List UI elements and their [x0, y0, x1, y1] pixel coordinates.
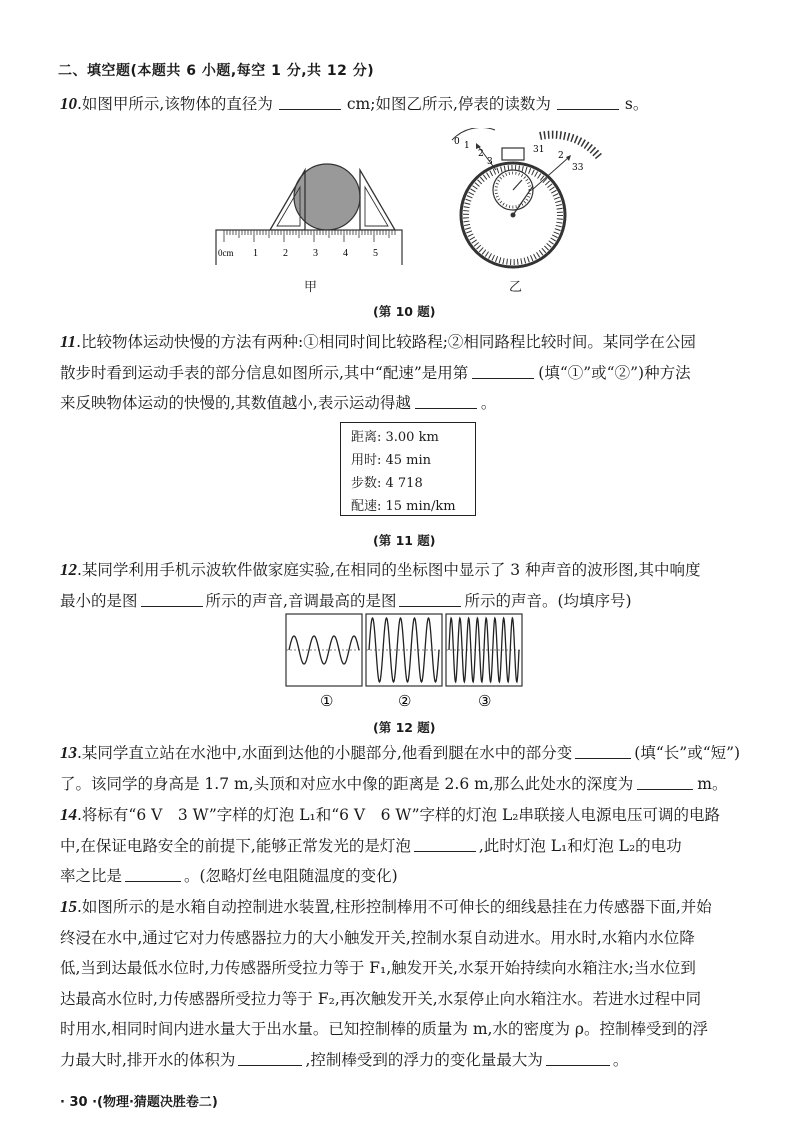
ruler-label: 1: [253, 248, 258, 259]
watch-info-row: 配速: 15 min/km: [351, 499, 456, 514]
answer-blank[interactable]: [472, 363, 534, 379]
question-number: 10: [60, 94, 77, 113]
stopwatch-inner-label: 0: [454, 137, 460, 147]
answer-blank[interactable]: [557, 94, 619, 110]
stopwatch-outer-label: 2: [558, 151, 564, 161]
question-12: [60, 555, 750, 616]
question-13: [60, 738, 750, 799]
question-text: 。: [480, 394, 497, 412]
ruler-label: 4: [343, 248, 348, 259]
answer-blank[interactable]: [125, 866, 181, 882]
question-11: [60, 327, 750, 419]
stopwatch-inner-label: 3: [487, 157, 493, 167]
question-number: 11: [60, 332, 77, 351]
page-footer: · 30 ·(物理·猜题决胜卷二): [60, 1095, 218, 1110]
question-text: 达最高水位时,力传感器所受拉力等于 F₂,再次触发开关,水泵停止向水箱注水。若进水过程中同: [60, 989, 702, 1008]
ruler-label: 3: [313, 248, 318, 259]
question-text: 。(忽略灯丝电阻随温度的变化): [184, 867, 398, 885]
answer-blank[interactable]: [637, 774, 693, 790]
waveform-label: ②: [398, 692, 412, 710]
ruler-label: 0cm: [218, 248, 234, 258]
question-number: 12: [60, 560, 77, 579]
figure-label-yi: 乙: [509, 280, 523, 295]
stopwatch-outer-label: 33: [572, 163, 584, 173]
answer-blank[interactable]: [279, 94, 341, 110]
watch-info-table: [340, 422, 476, 516]
waveform-label: ①: [320, 692, 334, 710]
question-text: 率之比是: [60, 867, 123, 885]
question-text: .某同学利用手机示波软件做家庭实验,在相同的坐标图中显示了 3 种声音的波形图,其中响度: [77, 561, 701, 579]
question-10: [60, 89, 750, 120]
watch-info-row: 步数: 4 718: [351, 476, 423, 491]
ruler-label: 2: [283, 248, 288, 259]
answer-blank[interactable]: [414, 836, 476, 852]
answer-blank[interactable]: [575, 743, 631, 759]
question-text: .比较物体运动快慢的方法有两种:①相同时间比较路程;②相同路程比较时间。某同学在公园: [76, 333, 696, 351]
question-text: .如图甲所示,该物体的直径为: [77, 95, 273, 113]
stopwatch-outer-label: 31: [533, 145, 545, 155]
question-number: 14: [60, 805, 77, 824]
question-text: 所示的声音,音调最高的是图: [205, 591, 397, 610]
answer-blank[interactable]: [141, 591, 203, 607]
watch-info-row: 距离: 3.00 km: [351, 430, 439, 445]
waveform-label: ③: [478, 692, 492, 710]
waveform-figure: [284, 612, 524, 712]
question-text: 散步时看到运动手表的部分信息如图所示,其中“配速”是用第: [60, 363, 469, 382]
stopwatch-figure: [440, 128, 610, 278]
question-text: 。: [612, 1050, 629, 1069]
figure-caption: (第 12 题): [373, 720, 436, 735]
question-text: 力最大时,排开水的体积为: [60, 1050, 236, 1069]
figure-label-jia: 甲: [304, 280, 318, 295]
question-text: (填“①”或“②”)种方法: [538, 363, 691, 382]
watch-info-row: 用时: 45 min: [351, 453, 432, 468]
question-number: 13: [60, 743, 77, 762]
question-text: 了。该同学的身高是 1.7 m,头顶和对应水中像的距离是 2.6 m,那么此处水的深度为: [60, 774, 634, 793]
question-text: 时用水,相同时间内进水量大于出水量。已知控制棒的质量为 m,水的密度为 ρ。控制棒受到的浮: [60, 1020, 709, 1038]
question-text: m。: [697, 774, 728, 793]
answer-blank[interactable]: [546, 1050, 610, 1066]
answer-blank[interactable]: [415, 393, 477, 409]
question-text: 中,在保证电路安全的前提下,能够正常发光的是灯泡: [60, 836, 411, 855]
question-text: 最小的是图: [60, 591, 138, 610]
section-heading: 二、填空题(本题共 6 小题,每空 1 分,共 12 分): [58, 63, 375, 79]
stopwatch-inner-label: 1: [464, 141, 470, 151]
question-text: .如图所示的是水箱自动控制进水装置,柱形控制棒用不可伸长的细线悬挂在力传感器下面,并始: [77, 898, 712, 916]
question-15: [60, 892, 750, 1075]
question-text: cm;如图乙所示,停表的读数为: [346, 95, 551, 113]
question-14: [60, 800, 750, 892]
figure-caption: (第 10 题): [373, 304, 436, 319]
question-text: .将标有“6 V 3 W”字样的灯泡 L₁和“6 V 6 W”字样的灯泡 L₂串联接人电源电压可调的电路: [77, 806, 720, 824]
answer-blank[interactable]: [238, 1050, 302, 1066]
question-text: .某同学直立站在水池中,水面到达他的小腿部分,他看到腿在水中的部分变: [77, 744, 573, 762]
answer-blank[interactable]: [399, 591, 461, 607]
question-text: s。: [624, 95, 649, 113]
stopwatch-inner-label: 2: [478, 149, 484, 159]
question-text: (填“长”或“短”): [634, 744, 741, 762]
question-text: 终浸在水中,通过它对力传感器拉力的大小触发开关,控制水泵自动进水。用水时,水箱内水位降: [60, 928, 695, 947]
question-text: ,此时灯泡 L₁和灯泡 L₂的电功: [478, 836, 682, 855]
figure-caption: (第 11 题): [373, 533, 436, 548]
ruler-label: 5: [373, 248, 378, 259]
question-text: ,控制棒受到的浮力的变化量最大为: [305, 1050, 543, 1069]
question-text: 低,当到达最低水位时,力传感器所受拉力等于 F₁,触发开关,水泵开始持续向水箱注水;当水位到: [60, 959, 696, 977]
question-text: 所示的声音。(均填序号): [464, 591, 632, 610]
question-text: 来反映物体运动的快慢的,其数值越小,表示运动得越: [60, 394, 411, 412]
ruler-sphere-figure: [210, 150, 410, 265]
question-number: 15: [60, 897, 77, 916]
